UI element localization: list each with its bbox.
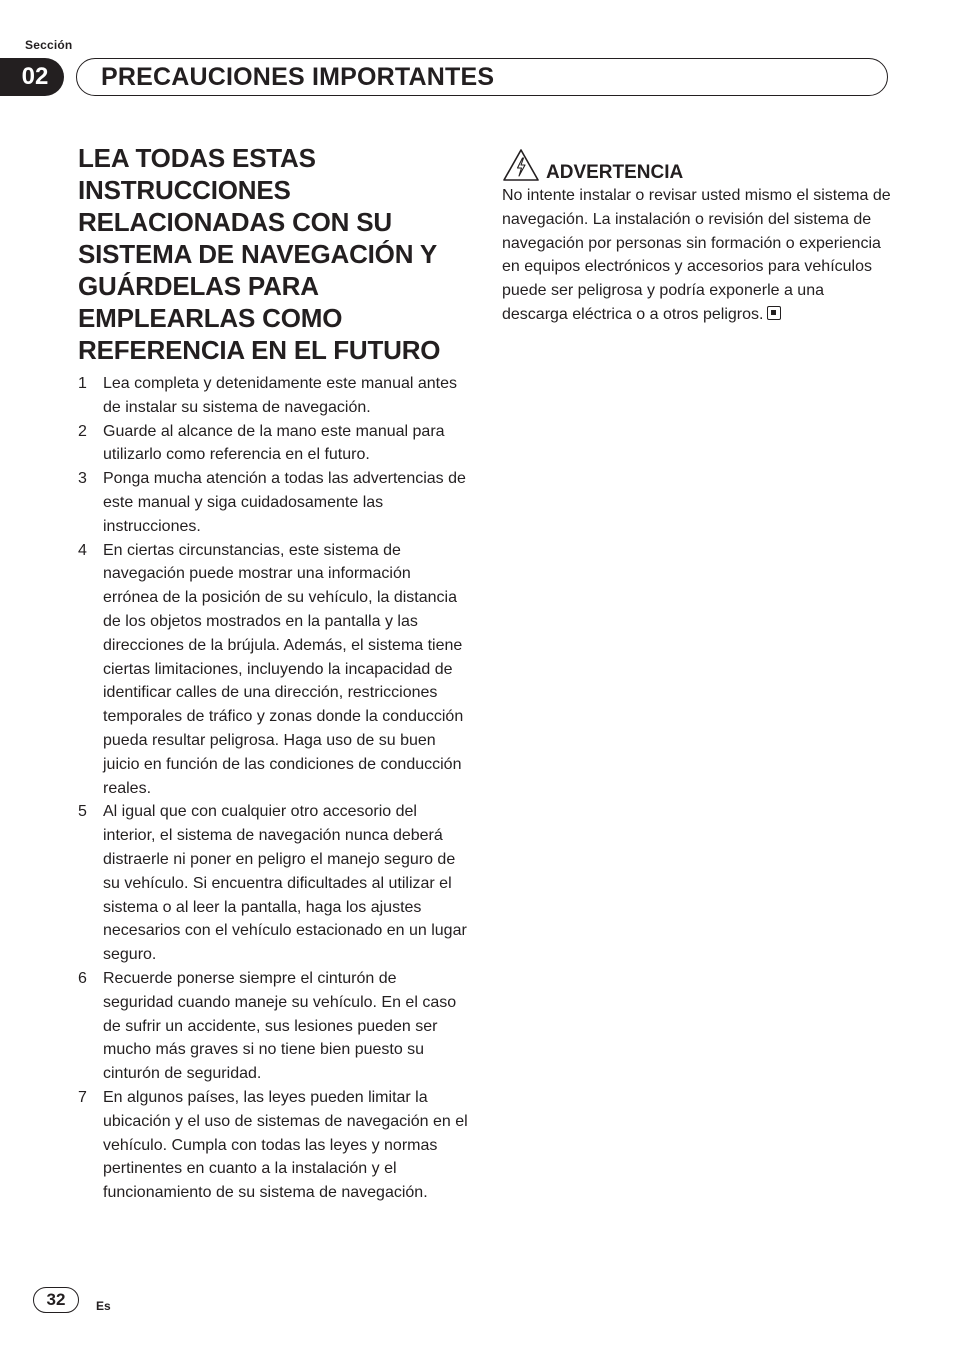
item-text: Al igual que con cualquier otro accesorio del interior, el sistema de navegación nunca deberá distraerle ni poner en peligro el manejo seguro de su vehículo. Si encuentra dificultades al utilizar el sistema o al leer la pantalla, haga los ajustes necesarios con el vehículo estacionado en un lugar seguro. bbox=[103, 803, 467, 964]
item-number: 6 bbox=[78, 969, 87, 987]
language-code: Es bbox=[96, 1299, 111, 1313]
instruction-list bbox=[78, 372, 470, 1205]
section-title: PRECAUCIONES IMPORTANTES bbox=[101, 62, 495, 91]
list-item bbox=[78, 467, 470, 538]
list-item bbox=[78, 539, 470, 801]
warning-box bbox=[502, 146, 894, 327]
item-number: 2 bbox=[78, 422, 87, 440]
item-text: En algunos países, las leyes pueden limitar la ubicación y el uso de sistemas de navegación en el vehículo. Cumpla con todas las leyes y normas pertinentes en cuanto a la instalación y el funcionamiento de su sistema de navegación. bbox=[103, 1088, 468, 1202]
item-text: En ciertas circunstancias, este sistema de navegación puede mostrar una información errónea de la posición de su vehículo, la distancia de los objetos mostrados en la pantalla y las direcciones de la brújula. Además, el sistema tiene ciertas limitaciones, incluyendo la incapacidad de identificar calles de una dirección, restricciones temporales de tráfico y zonas donde la conducción pueda resultar peligrosa. Haga uso de su buen juicio en función de las condiciones de conducción reales. bbox=[103, 541, 464, 797]
list-item bbox=[78, 1086, 470, 1205]
section-label: Sección bbox=[25, 38, 73, 52]
end-mark-icon bbox=[767, 306, 781, 320]
list-item bbox=[78, 800, 470, 967]
item-text: Ponga mucha atención a todas las advertencias de este manual y siga cuidadosamente las instrucciones. bbox=[103, 470, 466, 535]
item-number: 7 bbox=[78, 1088, 87, 1106]
warning-title: ADVERTENCIA bbox=[546, 162, 684, 183]
list-item bbox=[78, 372, 470, 420]
warning-body: No intente instalar o revisar usted mismo el sistema de navegación. La instalación o revisión del sistema de navegación por personas sin formación o experiencia en equipos electrónicos y accesorios para vehículos puede ser peligrosa y podría exponerle a una descarga eléctrica o a otros peligros. bbox=[502, 187, 891, 323]
section-number-badge: 02 bbox=[0, 58, 64, 96]
page-number: 32 bbox=[33, 1287, 79, 1313]
item-number: 3 bbox=[78, 470, 87, 488]
list-item bbox=[78, 967, 470, 1086]
section-title-bar bbox=[76, 58, 888, 96]
item-text: Recuerde ponerse siempre el cinturón de seguridad cuando maneje su vehículo. En el caso de sufrir un accidente, sus lesiones pueden ser mucho más graves si no tiene bien puesto su cinturón de seguridad. bbox=[103, 969, 457, 1083]
item-text: Lea completa y detenidamente este manual antes de instalar su sistema de navegación. bbox=[103, 375, 458, 416]
item-number: 4 bbox=[78, 541, 87, 559]
warning-text-block bbox=[502, 184, 894, 327]
electric-warning-icon bbox=[502, 148, 540, 182]
warning-header bbox=[502, 146, 894, 182]
list-item bbox=[78, 420, 470, 468]
item-text: Guarde al alcance de la mano este manual para utilizarlo como referencia en el futuro. bbox=[103, 422, 445, 464]
item-number: 5 bbox=[78, 803, 87, 821]
item-number: 1 bbox=[78, 375, 87, 392]
main-heading: LEA TODAS ESTAS INSTRUCCIONES RELACIONADAS CON SU SISTEMA DE NAVEGACIÓN Y GUÁRDELAS PARA EMPLEARLAS COMO REFERENCIA EN EL FUTURO bbox=[78, 143, 441, 365]
